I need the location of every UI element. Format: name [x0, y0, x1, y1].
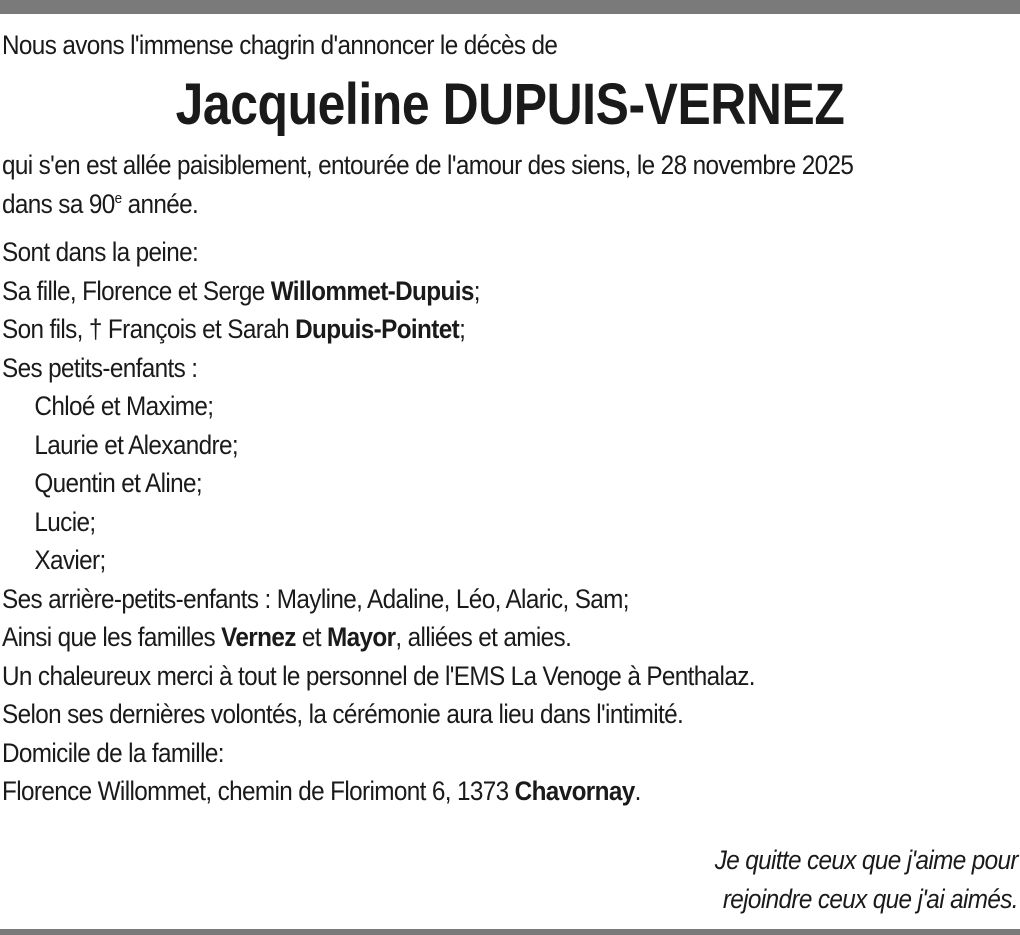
- family-name-2: Mayor: [326, 622, 396, 652]
- grandchild-item: Lucie;: [34, 506, 96, 537]
- daughter-surname: Willommet-Dupuis: [270, 275, 474, 306]
- grandchild-item: Quentin et Aline;: [34, 468, 203, 498]
- age-line: [2, 185, 916, 224]
- great-grandchildren-line: Ses arrière-petits-enfants : Mayline, Adaline, Léo, Alaric, Sam;: [2, 583, 629, 614]
- intro-line: Nous avons l'immense chagrin d'annoncer le décès de: [2, 30, 558, 60]
- families-and: et: [295, 622, 327, 652]
- family-name-1: Vernez: [221, 622, 296, 652]
- address-prefix: Florence Willommet, chemin de Florimont 6, 1373: [2, 776, 515, 806]
- son-surname: Dupuis-Pointet: [295, 314, 460, 344]
- daughter-line: [2, 272, 916, 311]
- address-line: [2, 772, 916, 811]
- top-rule: [0, 0, 1020, 14]
- address-city: Chavornay: [514, 776, 635, 806]
- bottom-rule: [0, 929, 1020, 935]
- families-line: [2, 618, 916, 657]
- obituary-body: [2, 26, 1018, 811]
- passing-line: qui s'en est allée paisiblement, entourée de l'amour des siens, le 28 novembre 2025: [2, 150, 854, 180]
- closing-quote: [715, 841, 1018, 919]
- grandchild-item: Xavier;: [34, 545, 106, 575]
- quote-line-1: Je quitte ceux que j'aime pour: [714, 845, 1018, 875]
- deceased-name: Jacqueline DUPUIS-VERNEZ: [175, 72, 845, 137]
- son-line: [2, 310, 916, 349]
- thanks-line: Un chaleureux merci à tout le personnel de l'EMS La Venoge à Penthalaz.: [2, 660, 755, 691]
- families-suffix: , alliées et amies.: [395, 622, 572, 652]
- domicile-heading: Domicile de la famille:: [2, 737, 224, 768]
- daughter-prefix: Sa fille, Florence et Serge: [2, 275, 271, 306]
- spacer: [2, 223, 1018, 233]
- son-prefix: Son fils, † François et Sarah: [2, 314, 296, 344]
- mourning-heading: Sont dans la peine:: [2, 237, 199, 267]
- daughter-suffix: ;: [473, 275, 480, 306]
- quote-line-2: rejoindre ceux que j'ai aimés.: [722, 884, 1018, 914]
- age-prefix: dans sa 90: [2, 188, 115, 219]
- grandchildren-heading: Ses petits-enfants :: [2, 352, 198, 383]
- address-suffix: .: [634, 776, 641, 806]
- age-superscript: e: [114, 189, 122, 207]
- families-prefix: Ainsi que les familles: [2, 622, 222, 652]
- grandchild-item: Chloé et Maxime;: [34, 391, 214, 421]
- age-suffix: année.: [121, 188, 199, 219]
- son-suffix: ;: [459, 314, 466, 344]
- ceremony-line: Selon ses dernières volontés, la cérémonie aura lieu dans l'intimité.: [2, 699, 684, 729]
- grandchild-item: Laurie et Alexandre;: [34, 429, 238, 460]
